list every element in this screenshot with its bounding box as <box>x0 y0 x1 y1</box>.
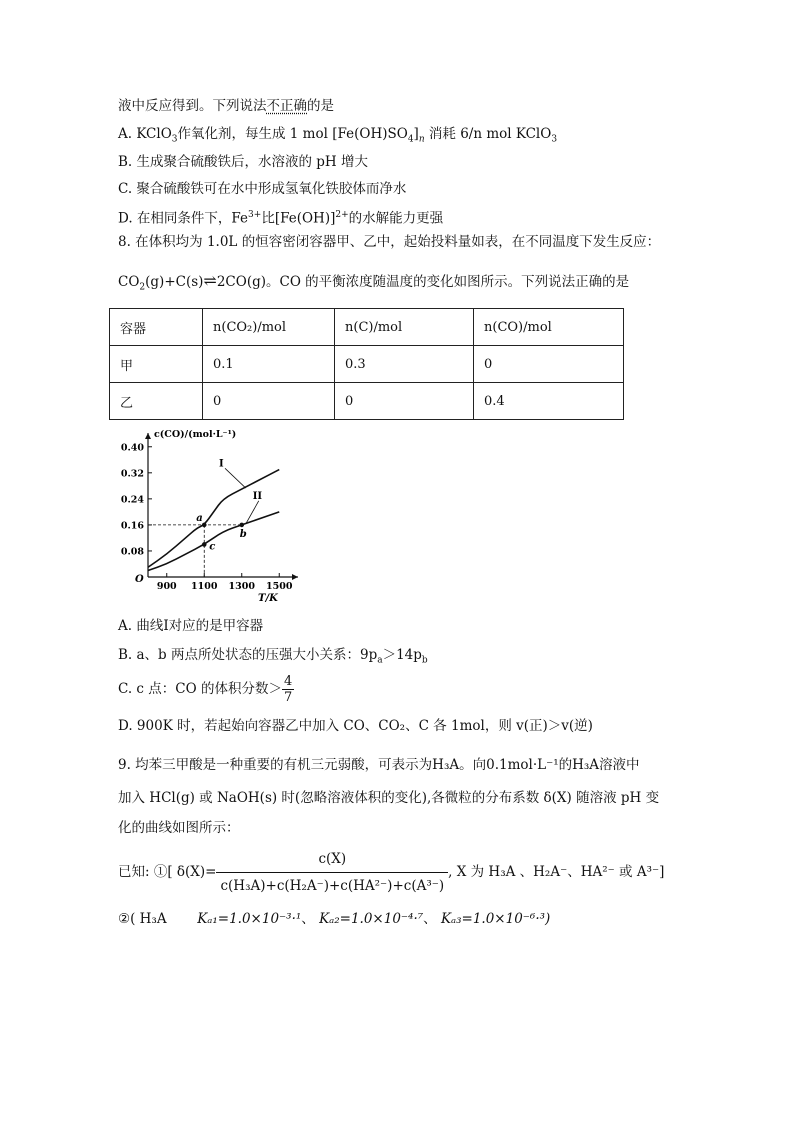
q9-known-1 <box>118 848 664 897</box>
point-label-c: c <box>209 541 216 553</box>
q9-ka2: Kₐ₂=1.0×10⁻⁴·⁷ <box>319 911 424 927</box>
q7-option-d <box>118 206 443 228</box>
series-label-I: I <box>219 458 224 470</box>
series-leader-I <box>225 468 246 488</box>
x-tick-label: 1500 <box>266 581 293 592</box>
q8-b-sub1: a <box>377 655 383 666</box>
table-cell: 0 <box>203 383 335 420</box>
q8-eq-mid: (g)+C(s) <box>145 274 204 290</box>
x-tick-label: 1100 <box>191 581 218 592</box>
q9-known2-pre: ②( H₃A <box>118 911 167 927</box>
q9-stem1-post: 溶液中 <box>599 757 640 773</box>
fraction-denominator: 7 <box>283 690 293 705</box>
fraction-numerator: c(X) <box>216 848 448 873</box>
q8-c-fraction <box>282 674 294 705</box>
q9-concentration: 0.1mol·L⁻¹ <box>486 757 559 773</box>
q8-b-sub2: b <box>421 655 428 666</box>
q8-eq-co2: CO <box>118 274 140 290</box>
y-axis-arrow-icon <box>145 433 151 439</box>
fraction-denominator: c(H₃A)+c(H₂A⁻)+c(HA²⁻)+c(A³⁻) <box>220 878 445 894</box>
table-cell: 乙 <box>110 383 203 420</box>
q9-stem1-mid2: 的 <box>558 757 573 773</box>
q7-option-b: B. 生成聚合硫酸铁后，水溶液的 pH 增大 <box>118 154 369 170</box>
q7-d-sup2: 2+ <box>335 210 349 220</box>
y-tick-label: 0.40 <box>120 442 144 454</box>
q9-formula-2: H₃A <box>572 757 600 773</box>
x-axis-arrow-icon <box>292 574 298 580</box>
q7-d-post: 的水解能力更强 <box>348 210 444 227</box>
q7-d-mid: 比[Fe(OH)] <box>261 210 336 227</box>
q7-d-pre: D. 在相同条件下，Fe <box>118 210 249 227</box>
q7-a-mid: 作氧化剂，每生成 1 mol [Fe(OH)SO <box>177 126 408 142</box>
q7-stem-text: 液中反应得到。下列说法 <box>118 98 267 114</box>
q8-table <box>109 308 624 420</box>
x-tick-label: 1300 <box>228 581 255 592</box>
table-cell: 0 <box>335 383 474 420</box>
q8-stem-line2: $CO_2(g)+C(s)\rightleftharpoons 2CO(g)$。CO 的平衡浓度随温度的变化如图所示。下列说法正确的是 <box>118 271 630 293</box>
table-cell: 0.3 <box>335 346 474 383</box>
q8-c-pre: C. c 点：CO 的体积分数＞ <box>118 681 282 697</box>
q9-ka1: Kₐ₁=1.0×10⁻³·¹ <box>197 911 302 927</box>
x-axis-label: T/K <box>258 593 278 604</box>
equilibrium-arrow-icon: ⇌ <box>203 271 217 290</box>
q8-option-c <box>118 674 294 705</box>
q9-sep-1: 、 <box>301 911 315 927</box>
q7-stem-end: 的是 <box>307 98 334 114</box>
point-label-b: b <box>239 528 247 540</box>
point-label-a: a <box>196 512 203 524</box>
table-header: 容器 <box>110 309 203 346</box>
y-axis-label: c(CO)/(mol·L⁻¹) <box>154 429 237 440</box>
y-tick-label: 0.08 <box>120 546 144 558</box>
q7-d-sup: 3+ <box>248 210 262 220</box>
q8-option-d: D. 900K 时，若起始向容器乙中加入 CO、CO₂、C 各 1mol，则 v(正)＞v(逆) <box>118 718 593 734</box>
q8-chart <box>118 425 318 610</box>
series-label-II: II <box>252 490 263 502</box>
q9-known-post: , X 为 H₃A 、H₂A⁻、HA²⁻ 或 A³⁻] <box>448 864 665 880</box>
point-b <box>239 523 244 528</box>
q9-stem-line1 <box>118 756 640 774</box>
point-c <box>202 542 207 547</box>
table-header: n(CO)/mol <box>474 309 624 346</box>
y-tick-label: 0.16 <box>120 520 144 532</box>
q9-stem1-pre: 9. 均苯三甲酸是一种重要的有机三元弱酸，可表示为 <box>118 757 433 773</box>
y-tick-label: 0.24 <box>120 494 144 506</box>
table-cell: 0 <box>474 346 624 383</box>
table-cell: 甲 <box>110 346 203 383</box>
q8-stem-line1: 8. 在体积均为 1.0L 的恒容密闭容器甲、乙中，起始投料量如表，在不同温度下发生反应： <box>118 234 661 250</box>
q9-known-pre: 已知: ①[ δ(X)= <box>118 864 217 880</box>
q7-a-post: 消耗 6/n mol KClO <box>424 126 552 142</box>
q7-stem <box>118 97 334 115</box>
q8-option-a: A. 曲线Ⅰ对应的是甲容器 <box>118 618 264 634</box>
q9-sep-2: 、 <box>423 911 437 927</box>
table-header: n(C)/mol <box>335 309 474 346</box>
q7-option-c: C. 聚合硫酸铁可在水中形成氢氧化铁胶体而净水 <box>118 181 407 197</box>
q7-stem-emphasis: 不正确 <box>266 98 307 114</box>
q9-known-2 <box>118 910 550 928</box>
q9-stem-line2: 加入 HCl(g) 或 NaOH(s) 时(忽略溶液体积的变化),各微粒的分布系数 δ(X) 随溶液 pH 变 <box>118 790 660 806</box>
q7-a-pre: A. KClO <box>118 126 172 142</box>
q8-option-b <box>118 646 428 670</box>
q9-formula: H₃A <box>432 757 460 773</box>
table-row <box>110 346 624 383</box>
q7-a-subn: n <box>418 134 425 145</box>
q9-stem-line3: 化的曲线如图所示： <box>118 820 240 836</box>
y-tick-label: 0.32 <box>120 468 144 480</box>
table-row <box>110 309 624 346</box>
x-tick-label: 900 <box>156 581 177 592</box>
q9-stem1-mid: 。向 <box>459 757 487 773</box>
fraction-numerator: 4 <box>283 674 293 689</box>
q9-delta-fraction <box>216 848 448 897</box>
q7-option-a: A. KClO$_3$作氧化剂，每生成 1 mol $[Fe(OH)SO_4]_n$ 消耗 6/n mol KClO$_3$ <box>118 126 558 145</box>
table-row <box>110 383 624 420</box>
table-cell: 0.4 <box>474 383 624 420</box>
origin-label: O <box>135 574 144 585</box>
table-cell: 0.1 <box>203 346 335 383</box>
table-header: n(CO₂)/mol <box>203 309 335 346</box>
q8-b-pre: B. a、b 两点所处状态的压强大小关系：9p <box>118 647 378 663</box>
q9-ka3: Kₐ₃=1.0×10⁻⁶·³) <box>440 911 551 927</box>
q8-eq-post: 2CO(g)。CO 的平衡浓度随温度的变化如图所示。下列说法正确的是 <box>216 274 630 290</box>
q8-b-mid: ＞14p <box>382 647 422 663</box>
